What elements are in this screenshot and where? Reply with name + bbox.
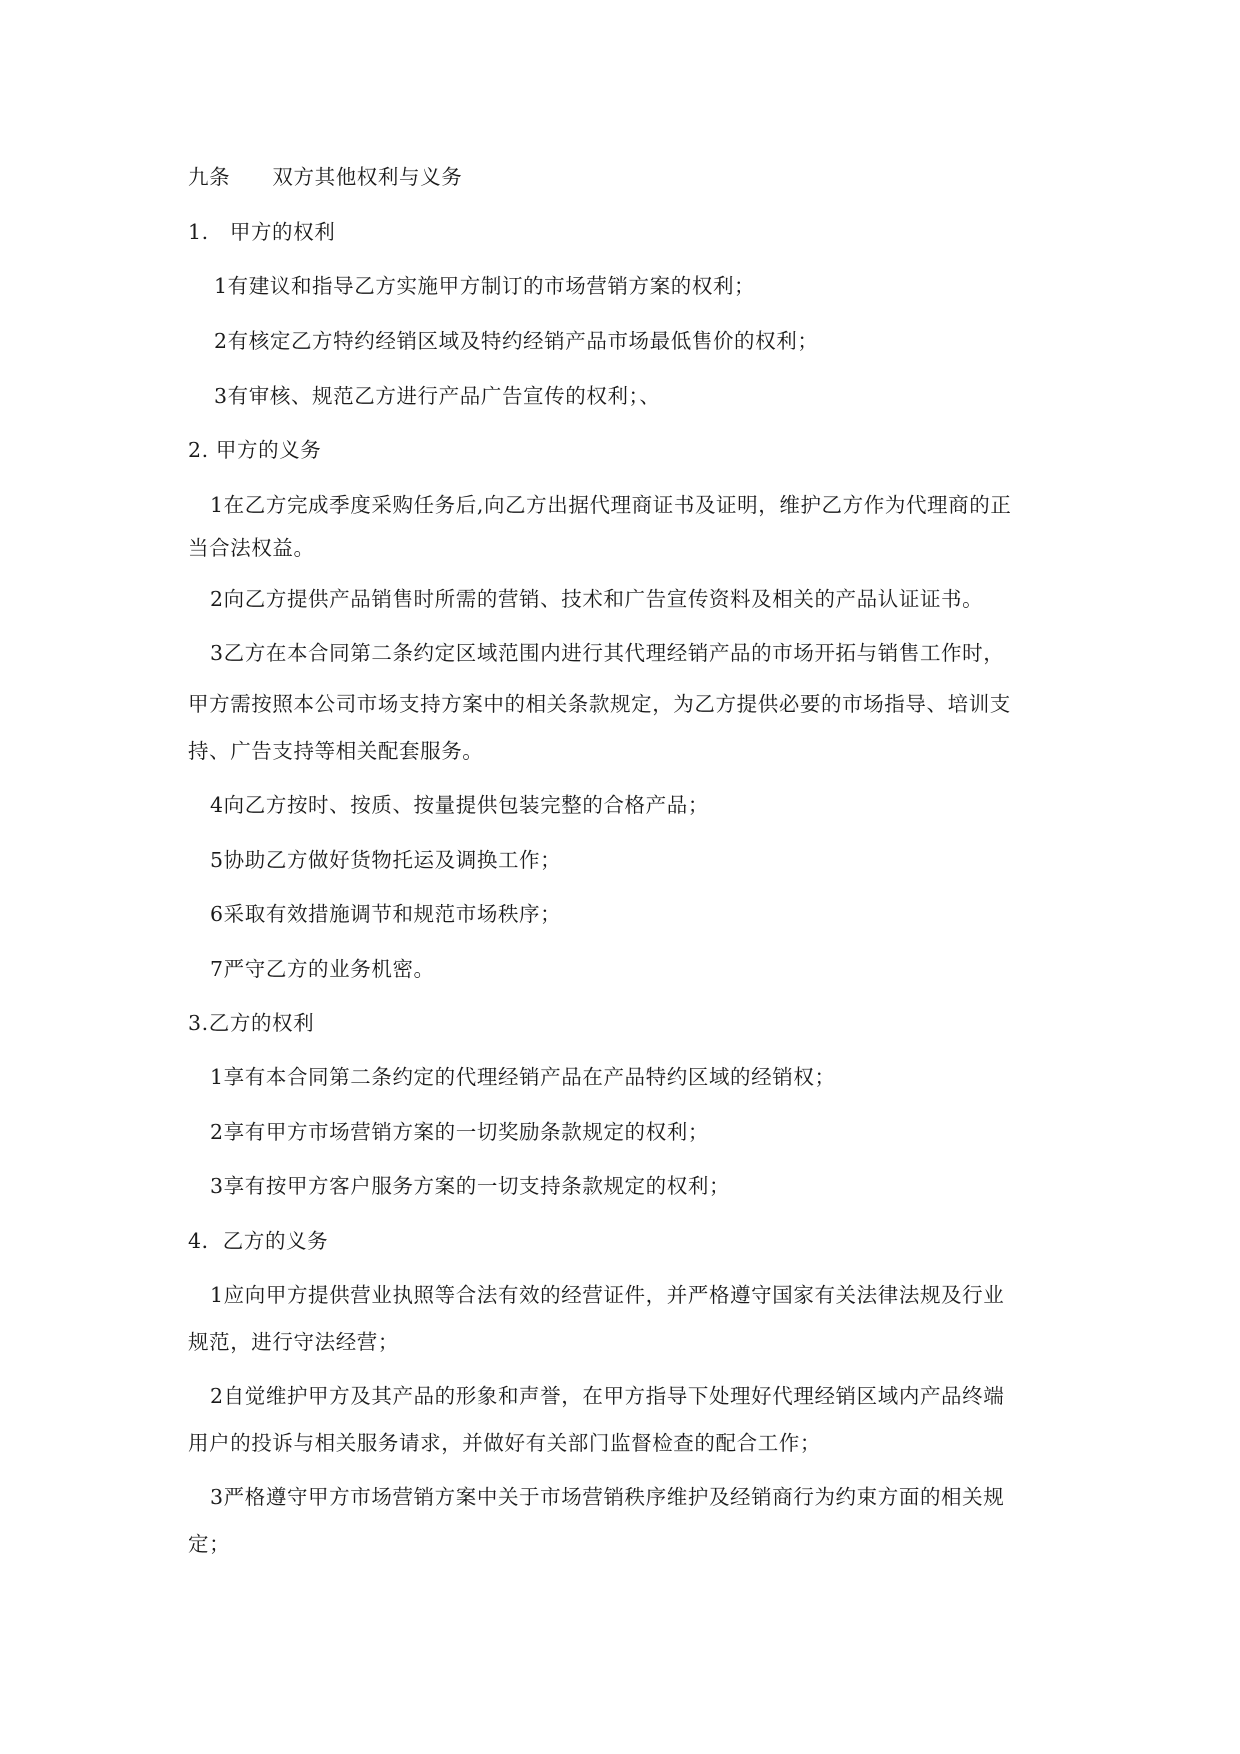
section-2-line-4: 3乙方在本合同第二条约定区域范围内进行其代理经销产品的市场开拓与销售工作时，	[210, 641, 1005, 665]
section-2-line-5: 甲方需按照本公司市场支持方案中的相关条款规定，为乙方提供必要的市场指导、培训支	[188, 692, 1011, 716]
section-2-line-3: 2向乙方提供产品销售时所需的营销、技术和广告宣传资料及相关的产品认证证书。	[210, 587, 984, 611]
section-4-line-5: 3严格遵守甲方市场营销方案中关于市场营销秩序维护及经销商行为约束方面的相关规	[210, 1485, 1005, 1509]
section-4-line-1: 1应向甲方提供营业执照等合法有效的经营证件，并严格遵守国家有关法律法规及行业	[210, 1283, 1005, 1307]
section-2-line-8: 5协助乙方做好货物托运及调换工作；	[210, 848, 562, 872]
section-3-item-1: 1享有本合同第二条约定的代理经销产品在产品特约区域的经销权；	[210, 1065, 836, 1089]
section-2-line-7: 4向乙方按时、按质、按量提供包装完整的合格产品；	[210, 793, 709, 817]
section-2-line-2: 当合法权益。	[188, 536, 315, 560]
section-2-heading: 2. 甲方的义务	[188, 438, 322, 462]
section-2-line-1: 1在乙方完成季度采购任务后,向乙方出据代理商证书及证明，维护乙方作为代理商的正	[210, 493, 1012, 517]
section-3-item-2: 2享有甲方市场营销方案的一切奖励条款规定的权利；	[210, 1120, 709, 1144]
section-1-item-2: 2有核定乙方特约经销区域及特约经销产品市场最低售价的权利；	[214, 329, 819, 353]
section-4-line-2: 规范，进行守法经营；	[188, 1330, 399, 1354]
section-3-item-3: 3享有按甲方客户服务方案的一切支持条款规定的权利；	[210, 1174, 731, 1198]
section-1-heading: 1. 甲方的权利	[188, 220, 336, 244]
section-4-line-4: 用户的投诉与相关服务请求，并做好有关部门监督检查的配合工作；	[188, 1431, 821, 1455]
article-heading: 九条 双方其他权利与义务	[188, 165, 463, 189]
section-4-line-6: 定；	[188, 1532, 231, 1556]
section-4-heading: 4．乙方的义务	[188, 1229, 329, 1253]
section-1-item-1: 1有建议和指导乙方实施甲方制订的市场营销方案的权利；	[214, 274, 756, 298]
section-4-line-3: 2自觉维护甲方及其产品的形象和声誉，在甲方指导下处理好代理经销区域内产品终端	[210, 1384, 1005, 1408]
section-2-line-10: 7严守乙方的业务机密。	[210, 957, 435, 981]
section-1-item-3: 3有审核、规范乙方进行产品广告宣传的权利；、	[214, 384, 661, 408]
section-2-line-6: 持、广告支持等相关配套服务。	[188, 739, 484, 763]
section-2-line-9: 6采取有效措施调节和规范市场秩序；	[210, 902, 562, 926]
section-3-heading: 3.乙方的权利	[188, 1011, 315, 1035]
